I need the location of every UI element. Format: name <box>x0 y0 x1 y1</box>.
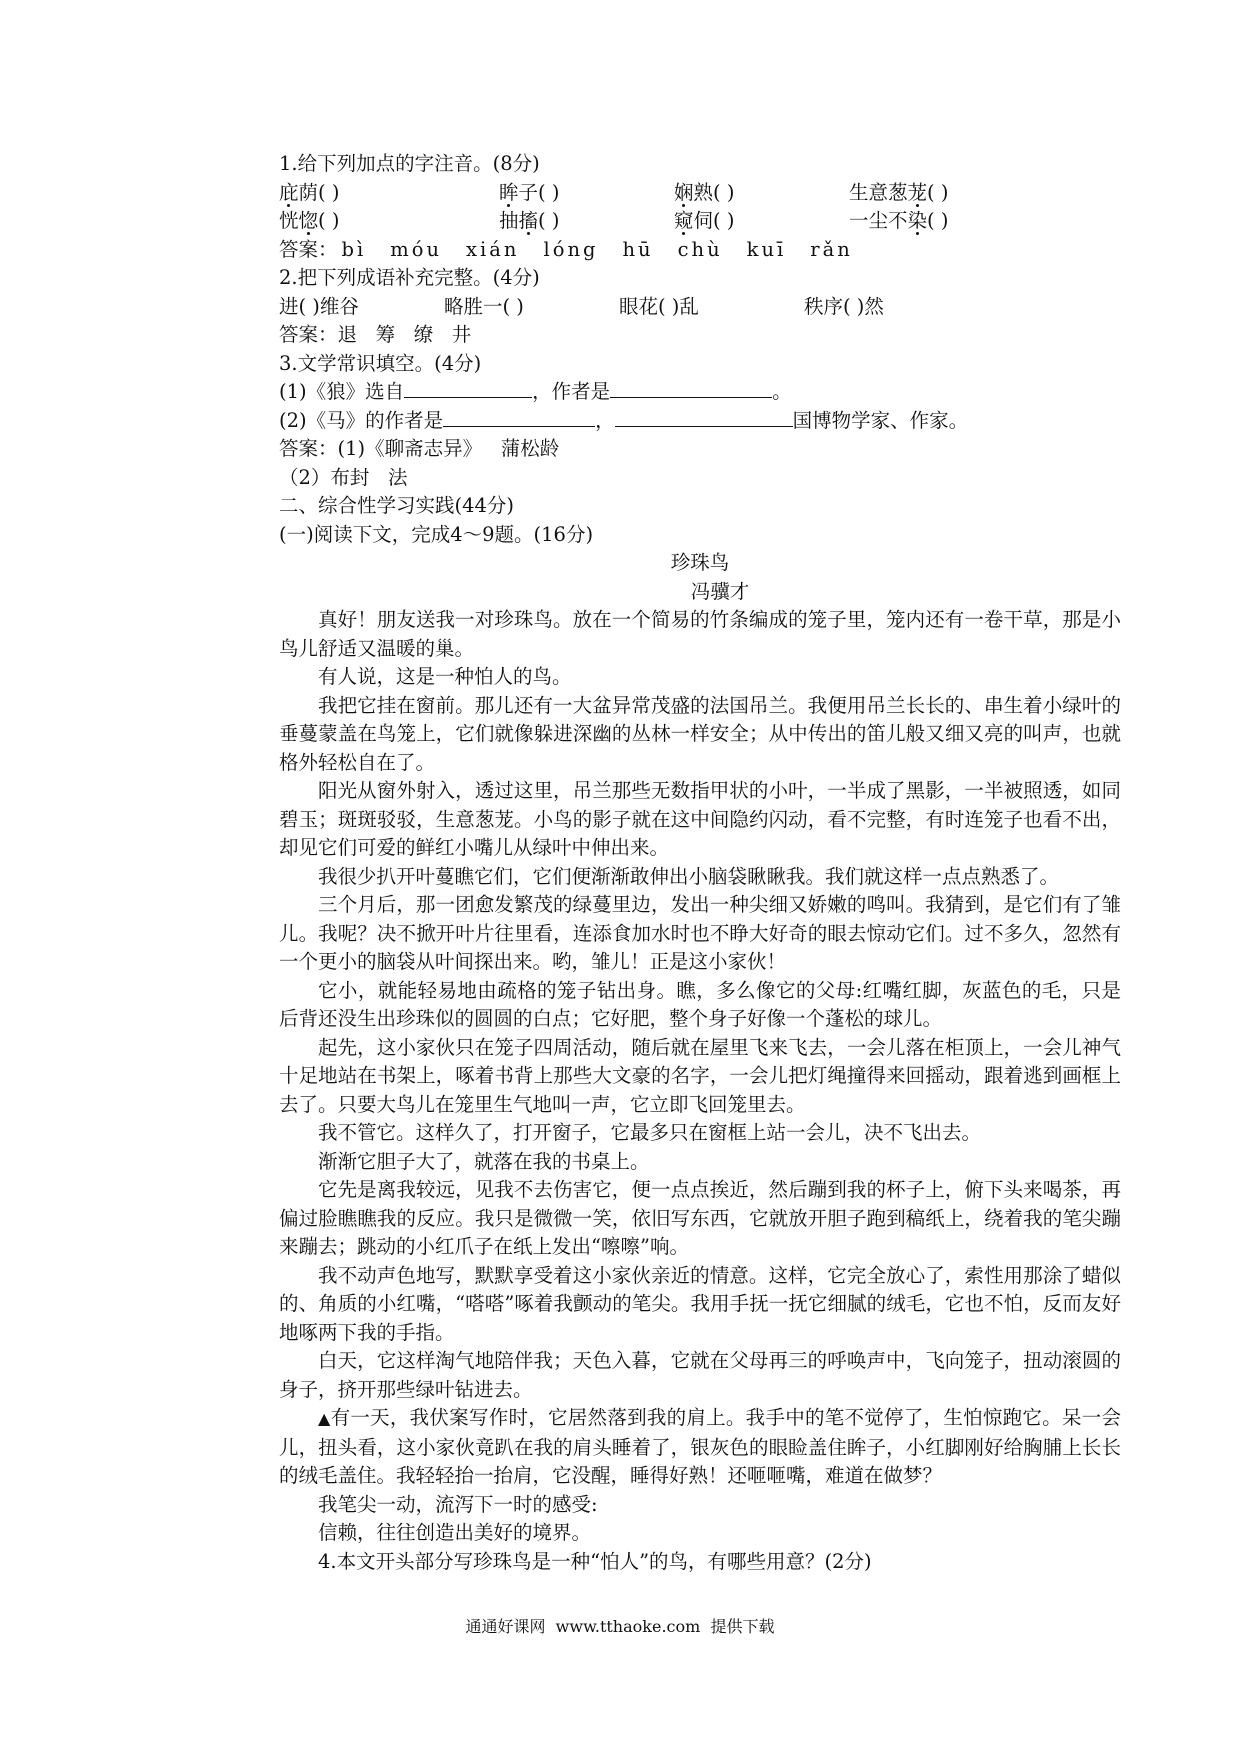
paragraph: 我不管它。这样久了，打开窗子，它最多只在窗框上站一会儿，决不飞出去。 <box>318 1121 982 1144</box>
q1-item: 庇荫( ) <box>279 180 340 204</box>
q2-item: 眼花( )乱 <box>619 294 699 318</box>
q3-answer1: 答案：(1)《聊斋志异》 蒲松龄 <box>279 437 560 460</box>
q3-item2: (2)《马》的作者是 ， 国博物学家、作家。 <box>279 408 969 432</box>
article-title: 珍珠鸟 <box>670 551 730 574</box>
q1-item: 眸子( ) <box>499 180 560 204</box>
paragraph-marked: ▲有一天，我伏案写作时，它居然落到我的肩上。我手中的笔不觉停了，生怕惊跑它。呆一会儿，扭头看，这小家伙竟趴在我的肩头睡着了，银灰色的眼睑盖住眸子，小红脚刚好给胸脯上长长的绒毛盖住。我轻轻抬一抬肩，它没醒，睡得好熟！还咂咂嘴，难道在做梦？ <box>279 1406 1121 1487</box>
paragraph: 我把它挂在窗前。那儿还有一大盆异常茂盛的法国吊兰。我便用吊兰长长的、串生着小绿叶的垂蔓蒙盖在鸟笼上，它们就像躲进深幽的丛林一样安全；从中传出的笛儿般又细又亮的叫声，也就格外轻松自在了。 <box>279 693 1121 774</box>
q1-answer: 答案： bì móu xián lóng hū chù kuī rǎn <box>279 237 853 261</box>
q1-title: 1.给下列加点的字注音。(8分) <box>279 152 540 175</box>
paragraph: 它先是离我较远，见我不去伤害它，便一点点挨近，然后蹦到我的杯子上，俯下头来喝茶，再偏过脸瞧瞧我的反应。我只是微微一笑，依旧写东西，它就放开胆子跑到稿纸上，绕着我的笔尖蹦来蹦去；跳动的小红爪子在纸上发出“嚓嚓”响。 <box>279 1178 1121 1258</box>
q1-row1 <box>279 179 1121 208</box>
answer-blank <box>443 408 595 427</box>
paragraph: 我不动声色地写，默默享受着这小家伙亲近的情意。这样，它完全放心了，索性用那涂了蜡似的、角质的小红嘴，“嗒嗒”啄着我颤动的笔尖。我用手抚一抚它细腻的绒毛，它也不怕，反而友好地啄两下我的手指。 <box>279 1263 1121 1344</box>
q3-title: 3.文学常识填空。(4分) <box>279 351 482 375</box>
paragraph: 我很少扒开叶蔓瞧它们，它们便渐渐敢伸出小脑袋瞅瞅我。我们就这样一点点熟悉了。 <box>318 864 1060 888</box>
section2-title: 二、综合性学习实践(44分) <box>279 494 515 517</box>
paragraph: 它小，就能轻易地由疏格的笼子钻出身。瞧，多么像它的父母:红嘴红脚，灰蓝色的毛，只是后背还没生出珍珠似的圆圆的白点；它好肥，整个身子好像一个蓬松的球儿。 <box>279 978 1121 1030</box>
answer-blank <box>404 379 532 398</box>
q1-item: 窥伺( ) <box>674 209 735 232</box>
q2-item: 进( )维谷 <box>279 294 359 318</box>
q1-item: 生意葱茏( ) <box>849 180 949 204</box>
paragraph: 三个月后，那一团愈发繁茂的绿蔓里边，发出一种尖细又娇嫩的鸣叫。我猜到，是它们有了雏儿。我呢？决不掀开叶片往里看，连添食加水时也不睁大好奇的眼去惊动它们。过不多久，忽然有一个更小的脑袋从叶间探出来。哟，雏儿！正是这小家伙！ <box>279 893 1121 973</box>
paragraph: 白天，它这样淘气地陪伴我；天色入暮，它就在父母再三的呼唤声中，飞向笼子，扭动滚圆的身子，挤开那些绿叶钻进去。 <box>279 1349 1121 1401</box>
q3-answer2: （2）布封 法 <box>279 465 408 489</box>
paragraph: 真好！朋友送我一对珍珠鸟。放在一个简易的竹条编成的笼子里，笼内还有一卷干草，那是小鸟儿舒适又温暖的巢。 <box>279 608 1121 660</box>
paragraph: 有人说，这是一种怕人的鸟。 <box>318 665 572 688</box>
q2-items <box>279 293 1121 322</box>
q1-item: 抽搐( ) <box>499 209 560 232</box>
q4-question: 4.本文开头部分写珍珠鸟是一种“怕人”的鸟，有哪些用意？(2分) <box>318 1549 872 1573</box>
q3-item1: (1)《狼》选自 ，作者是 。 <box>279 380 792 403</box>
paragraph: 信赖，往往创造出美好的境界。 <box>318 1521 592 1544</box>
exam-page <box>279 150 1121 1576</box>
paragraph: 起先，这小家伙只在笼子四周活动，随后就在屋里飞来飞去，一会儿落在柜顶上，一会儿神气十足地站在书架上，啄着书背上那些大文豪的名字，一会儿把灯绳撞得来回摇动，跟着逃到画框上去了。只要大鸟儿在笼里生气地叫一声，它立即飞回笼里去。 <box>279 1035 1121 1116</box>
answer-blank <box>610 379 772 398</box>
q2-item: 秩序( )然 <box>804 294 884 318</box>
paragraph: 我笔尖一动，流泻下一时的感受: <box>318 1492 598 1516</box>
q1-item: 一尘不染( ) <box>849 209 949 232</box>
q1-item: 恍惚( ) <box>279 209 340 232</box>
paragraph: 阳光从窗外射入，透过这里，吊兰那些无数指甲状的小叶，一半成了黑影，一半被照透，如同碧玉；斑斑驳驳，生意葱茏。小鸟的影子就在这中间隐约闪动，看不完整，有时连笼子也看不出，却见它们可爱的鲜红小嘴儿从绿叶中伸出来。 <box>279 779 1121 859</box>
paragraph: 渐渐它胆子大了，就落在我的书桌上。 <box>318 1149 650 1173</box>
article-body <box>279 606 1121 1548</box>
q1-row2 <box>279 207 1121 236</box>
triangle-marker-icon: ▲ <box>318 1409 331 1428</box>
section2-sub: (一)阅读下文，完成4～9题。(16分) <box>279 522 594 546</box>
q1-item: 娴熟( ) <box>674 180 735 204</box>
q2-title: 2.把下列成语补充完整。(4分) <box>279 266 540 289</box>
q2-answer: 答案：退 筹 缭 井 <box>279 323 472 346</box>
article-author: 冯骥才 <box>690 579 750 603</box>
q2-item: 略胜一( ) <box>444 294 524 318</box>
answer-blank <box>615 408 793 427</box>
page-footer: 通通好课网 www.tthaoke.com 提供下载 <box>465 1617 775 1636</box>
